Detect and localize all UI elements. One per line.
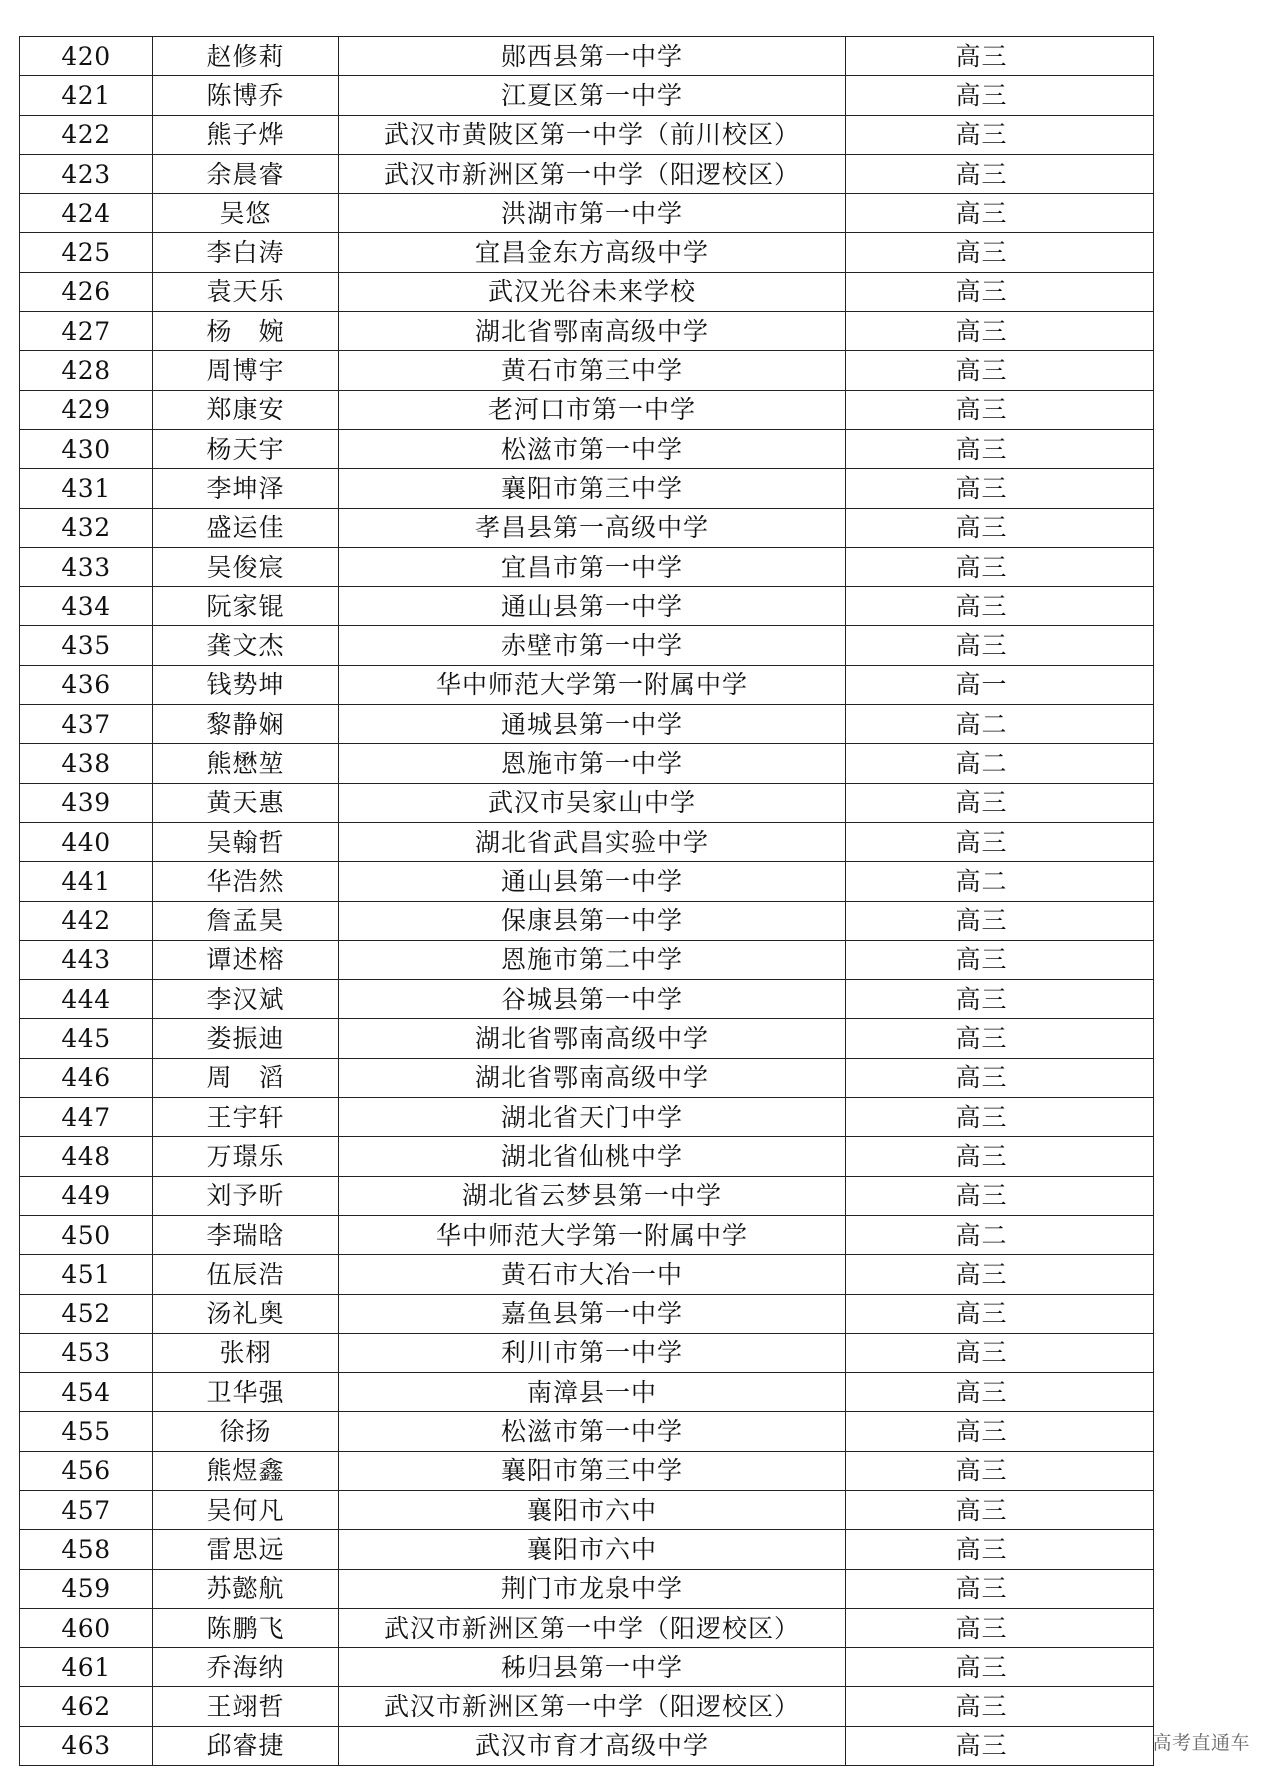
school-name-cell: 湖北省天门中学 [339, 1098, 846, 1137]
school-name-cell: 黄石市第三中学 [339, 351, 846, 390]
grade-cell: 高三 [846, 1294, 1154, 1333]
table-row [20, 1019, 1154, 1058]
table-row [20, 1333, 1154, 1372]
grade-cell: 高三 [846, 154, 1154, 193]
school-name-cell: 武汉市黄陂区第一中学（前川校区） [339, 115, 846, 154]
grade-cell: 高三 [846, 115, 1154, 154]
grade-cell: 高三 [846, 194, 1154, 233]
table-row [20, 626, 1154, 665]
student-name-cell: 阮家锟 [153, 587, 339, 626]
school-name-cell: 襄阳市六中 [339, 1490, 846, 1529]
student-name-cell: 乔海纳 [153, 1648, 339, 1687]
table-row [20, 1098, 1154, 1137]
table-row [20, 508, 1154, 547]
school-name-cell: 武汉市新洲区第一中学（阳逻校区） [339, 154, 846, 193]
table-row [20, 37, 1154, 76]
grade-cell: 高三 [846, 626, 1154, 665]
school-name-cell: 江夏区第一中学 [339, 76, 846, 115]
grade-cell: 高三 [846, 783, 1154, 822]
grade-cell: 高三 [846, 1058, 1154, 1097]
table-row [20, 940, 1154, 979]
student-name-cell: 苏懿航 [153, 1569, 339, 1608]
grade-cell: 高三 [846, 1098, 1154, 1137]
row-number-cell: 449 [20, 1176, 153, 1215]
student-name-cell: 余晨睿 [153, 154, 339, 193]
student-name-cell: 王宇轩 [153, 1098, 339, 1137]
grade-cell: 高三 [846, 390, 1154, 429]
school-name-cell: 孝昌县第一高级中学 [339, 508, 846, 547]
grade-cell: 高三 [846, 547, 1154, 586]
grade-cell: 高二 [846, 744, 1154, 783]
row-number-cell: 459 [20, 1569, 153, 1608]
student-name-cell: 赵修莉 [153, 37, 339, 76]
row-number-cell: 431 [20, 469, 153, 508]
student-name-cell: 娄振迪 [153, 1019, 339, 1058]
table-row [20, 1255, 1154, 1294]
grade-cell: 高三 [846, 272, 1154, 311]
row-number-cell: 438 [20, 744, 153, 783]
grade-cell: 高三 [846, 1608, 1154, 1647]
grade-cell: 高二 [846, 862, 1154, 901]
school-name-cell: 通山县第一中学 [339, 862, 846, 901]
grade-cell: 高三 [846, 1255, 1154, 1294]
school-name-cell: 湖北省鄂南高级中学 [339, 1019, 846, 1058]
school-name-cell: 华中师范大学第一附属中学 [339, 665, 846, 704]
school-name-cell: 湖北省云梦县第一中学 [339, 1176, 846, 1215]
grade-cell: 高三 [846, 1373, 1154, 1412]
table-row [20, 1412, 1154, 1451]
grade-cell: 高三 [846, 1333, 1154, 1372]
grade-cell: 高三 [846, 1176, 1154, 1215]
student-name-cell: 袁天乐 [153, 272, 339, 311]
school-name-cell: 谷城县第一中学 [339, 980, 846, 1019]
student-name-cell: 杨天宇 [153, 429, 339, 468]
row-number-cell: 437 [20, 705, 153, 744]
table-row [20, 233, 1154, 272]
table-body [20, 37, 1154, 1766]
school-name-cell: 松滋市第一中学 [339, 429, 846, 468]
row-number-cell: 432 [20, 508, 153, 547]
row-number-cell: 442 [20, 901, 153, 940]
school-name-cell: 洪湖市第一中学 [339, 194, 846, 233]
school-name-cell: 郧西县第一中学 [339, 37, 846, 76]
table-row [20, 1058, 1154, 1097]
student-name-cell: 周 滔 [153, 1058, 339, 1097]
table-row [20, 1373, 1154, 1412]
student-name-cell: 钱势坤 [153, 665, 339, 704]
student-name-cell: 华浩然 [153, 862, 339, 901]
table-row [20, 1176, 1154, 1215]
grade-cell: 高三 [846, 429, 1154, 468]
row-number-cell: 452 [20, 1294, 153, 1333]
row-number-cell: 423 [20, 154, 153, 193]
table-row [20, 1215, 1154, 1254]
grade-cell: 高三 [846, 351, 1154, 390]
table-row [20, 1726, 1154, 1765]
school-name-cell: 湖北省鄂南高级中学 [339, 1058, 846, 1097]
student-name-cell: 李坤泽 [153, 469, 339, 508]
table-row [20, 901, 1154, 940]
row-number-cell: 435 [20, 626, 153, 665]
school-name-cell: 襄阳市第三中学 [339, 1451, 846, 1490]
student-name-cell: 熊子烨 [153, 115, 339, 154]
row-number-cell: 427 [20, 312, 153, 351]
table-row [20, 351, 1154, 390]
school-name-cell: 武汉市新洲区第一中学（阳逻校区） [339, 1608, 846, 1647]
row-number-cell: 463 [20, 1726, 153, 1765]
grade-cell: 高三 [846, 587, 1154, 626]
row-number-cell: 421 [20, 76, 153, 115]
row-number-cell: 460 [20, 1608, 153, 1647]
student-name-cell: 李白涛 [153, 233, 339, 272]
school-name-cell: 嘉鱼县第一中学 [339, 1294, 846, 1333]
grade-cell: 高三 [846, 1648, 1154, 1687]
row-number-cell: 456 [20, 1451, 153, 1490]
school-name-cell: 武汉光谷未来学校 [339, 272, 846, 311]
table-row [20, 744, 1154, 783]
table-row [20, 822, 1154, 861]
row-number-cell: 420 [20, 37, 153, 76]
grade-cell: 高三 [846, 1530, 1154, 1569]
row-number-cell: 453 [20, 1333, 153, 1372]
student-name-cell: 周博宇 [153, 351, 339, 390]
school-name-cell: 利川市第一中学 [339, 1333, 846, 1372]
grade-cell: 高三 [846, 312, 1154, 351]
grade-cell: 高三 [846, 76, 1154, 115]
school-name-cell: 武汉市吴家山中学 [339, 783, 846, 822]
student-name-cell: 谭述榕 [153, 940, 339, 979]
student-name-cell: 黎静娴 [153, 705, 339, 744]
student-name-cell: 盛运佳 [153, 508, 339, 547]
table-row [20, 76, 1154, 115]
row-number-cell: 430 [20, 429, 153, 468]
row-number-cell: 434 [20, 587, 153, 626]
table-row [20, 1648, 1154, 1687]
school-name-cell: 南漳县一中 [339, 1373, 846, 1412]
student-name-cell: 龚文杰 [153, 626, 339, 665]
row-number-cell: 458 [20, 1530, 153, 1569]
school-name-cell: 武汉市新洲区第一中学（阳逻校区） [339, 1687, 846, 1726]
school-name-cell: 通山县第一中学 [339, 587, 846, 626]
row-number-cell: 451 [20, 1255, 153, 1294]
grade-cell: 高一 [846, 665, 1154, 704]
student-name-cell: 詹孟昊 [153, 901, 339, 940]
student-name-cell: 伍辰浩 [153, 1255, 339, 1294]
row-number-cell: 457 [20, 1490, 153, 1529]
grade-cell: 高三 [846, 1569, 1154, 1608]
grade-cell: 高三 [846, 1019, 1154, 1058]
grade-cell: 高二 [846, 705, 1154, 744]
grade-cell: 高三 [846, 469, 1154, 508]
table-row [20, 705, 1154, 744]
table-row [20, 1569, 1154, 1608]
row-number-cell: 441 [20, 862, 153, 901]
school-name-cell: 荆门市龙泉中学 [339, 1569, 846, 1608]
table-row [20, 783, 1154, 822]
student-name-cell: 李瑞晗 [153, 1215, 339, 1254]
table-row [20, 862, 1154, 901]
table-row [20, 1490, 1154, 1529]
table-row [20, 1530, 1154, 1569]
school-name-cell: 赤壁市第一中学 [339, 626, 846, 665]
school-name-cell: 黄石市大冶一中 [339, 1255, 846, 1294]
table-row [20, 429, 1154, 468]
row-number-cell: 443 [20, 940, 153, 979]
row-number-cell: 448 [20, 1137, 153, 1176]
grade-cell: 高三 [846, 1490, 1154, 1529]
row-number-cell: 422 [20, 115, 153, 154]
table-row [20, 272, 1154, 311]
row-number-cell: 429 [20, 390, 153, 429]
school-name-cell: 保康县第一中学 [339, 901, 846, 940]
row-number-cell: 446 [20, 1058, 153, 1097]
table-row [20, 194, 1154, 233]
row-number-cell: 447 [20, 1098, 153, 1137]
grade-cell: 高三 [846, 901, 1154, 940]
school-name-cell: 恩施市第一中学 [339, 744, 846, 783]
student-name-cell: 杨 婉 [153, 312, 339, 351]
student-name-cell: 卫华强 [153, 1373, 339, 1412]
school-name-cell: 湖北省武昌实验中学 [339, 822, 846, 861]
student-name-cell: 汤礼奥 [153, 1294, 339, 1333]
row-number-cell: 436 [20, 665, 153, 704]
student-name-cell: 徐扬 [153, 1412, 339, 1451]
student-name-cell: 张栩 [153, 1333, 339, 1372]
grade-cell: 高三 [846, 940, 1154, 979]
student-list-table [19, 36, 1154, 1766]
row-number-cell: 440 [20, 822, 153, 861]
row-number-cell: 433 [20, 547, 153, 586]
grade-cell: 高三 [846, 233, 1154, 272]
student-name-cell: 邱睿捷 [153, 1726, 339, 1765]
table-row [20, 390, 1154, 429]
table-row [20, 547, 1154, 586]
row-number-cell: 445 [20, 1019, 153, 1058]
student-name-cell: 吴悠 [153, 194, 339, 233]
school-name-cell: 松滋市第一中学 [339, 1412, 846, 1451]
student-name-cell: 熊懋堃 [153, 744, 339, 783]
grade-cell: 高三 [846, 508, 1154, 547]
grade-cell: 高二 [846, 1215, 1154, 1254]
row-number-cell: 444 [20, 980, 153, 1019]
school-name-cell: 通城县第一中学 [339, 705, 846, 744]
row-number-cell: 450 [20, 1215, 153, 1254]
grade-cell: 高三 [846, 980, 1154, 1019]
school-name-cell: 宜昌市第一中学 [339, 547, 846, 586]
student-name-cell: 李汉斌 [153, 980, 339, 1019]
student-name-cell: 郑康安 [153, 390, 339, 429]
table-row [20, 469, 1154, 508]
grade-cell: 高三 [846, 1412, 1154, 1451]
student-name-cell: 刘予昕 [153, 1176, 339, 1215]
grade-cell: 高三 [846, 822, 1154, 861]
student-name-cell: 雷思远 [153, 1530, 339, 1569]
table-row [20, 587, 1154, 626]
student-name-cell: 黄天惠 [153, 783, 339, 822]
student-name-cell: 吴翰哲 [153, 822, 339, 861]
row-number-cell: 439 [20, 783, 153, 822]
grade-cell: 高三 [846, 1137, 1154, 1176]
school-name-cell: 华中师范大学第一附属中学 [339, 1215, 846, 1254]
grade-cell: 高三 [846, 1687, 1154, 1726]
school-name-cell: 襄阳市第三中学 [339, 469, 846, 508]
table-row [20, 1137, 1154, 1176]
school-name-cell: 秭归县第一中学 [339, 1648, 846, 1687]
watermark-text: 高考直通车 [1152, 1732, 1250, 1754]
school-name-cell: 老河口市第一中学 [339, 390, 846, 429]
row-number-cell: 461 [20, 1648, 153, 1687]
student-name-cell: 吴俊宸 [153, 547, 339, 586]
row-number-cell: 425 [20, 233, 153, 272]
row-number-cell: 424 [20, 194, 153, 233]
school-name-cell: 恩施市第二中学 [339, 940, 846, 979]
row-number-cell: 454 [20, 1373, 153, 1412]
row-number-cell: 428 [20, 351, 153, 390]
school-name-cell: 襄阳市六中 [339, 1530, 846, 1569]
table-row [20, 665, 1154, 704]
table-row [20, 1451, 1154, 1490]
student-name-cell: 陈鹏飞 [153, 1608, 339, 1647]
school-name-cell: 武汉市育才高级中学 [339, 1726, 846, 1765]
table-row [20, 1608, 1154, 1647]
row-number-cell: 462 [20, 1687, 153, 1726]
student-name-cell: 陈博乔 [153, 76, 339, 115]
student-name-cell: 熊煜鑫 [153, 1451, 339, 1490]
table-row [20, 312, 1154, 351]
table-row [20, 115, 1154, 154]
table-row [20, 980, 1154, 1019]
school-name-cell: 湖北省鄂南高级中学 [339, 312, 846, 351]
student-name-cell: 王翊哲 [153, 1687, 339, 1726]
row-number-cell: 455 [20, 1412, 153, 1451]
school-name-cell: 湖北省仙桃中学 [339, 1137, 846, 1176]
grade-cell: 高三 [846, 37, 1154, 76]
grade-cell: 高三 [846, 1451, 1154, 1490]
student-name-cell: 吴何凡 [153, 1490, 339, 1529]
row-number-cell: 426 [20, 272, 153, 311]
table-row [20, 1687, 1154, 1726]
table-row [20, 154, 1154, 193]
student-name-cell: 万璟乐 [153, 1137, 339, 1176]
school-name-cell: 宜昌金东方高级中学 [339, 233, 846, 272]
table-row [20, 1294, 1154, 1333]
grade-cell: 高三 [846, 1726, 1154, 1765]
